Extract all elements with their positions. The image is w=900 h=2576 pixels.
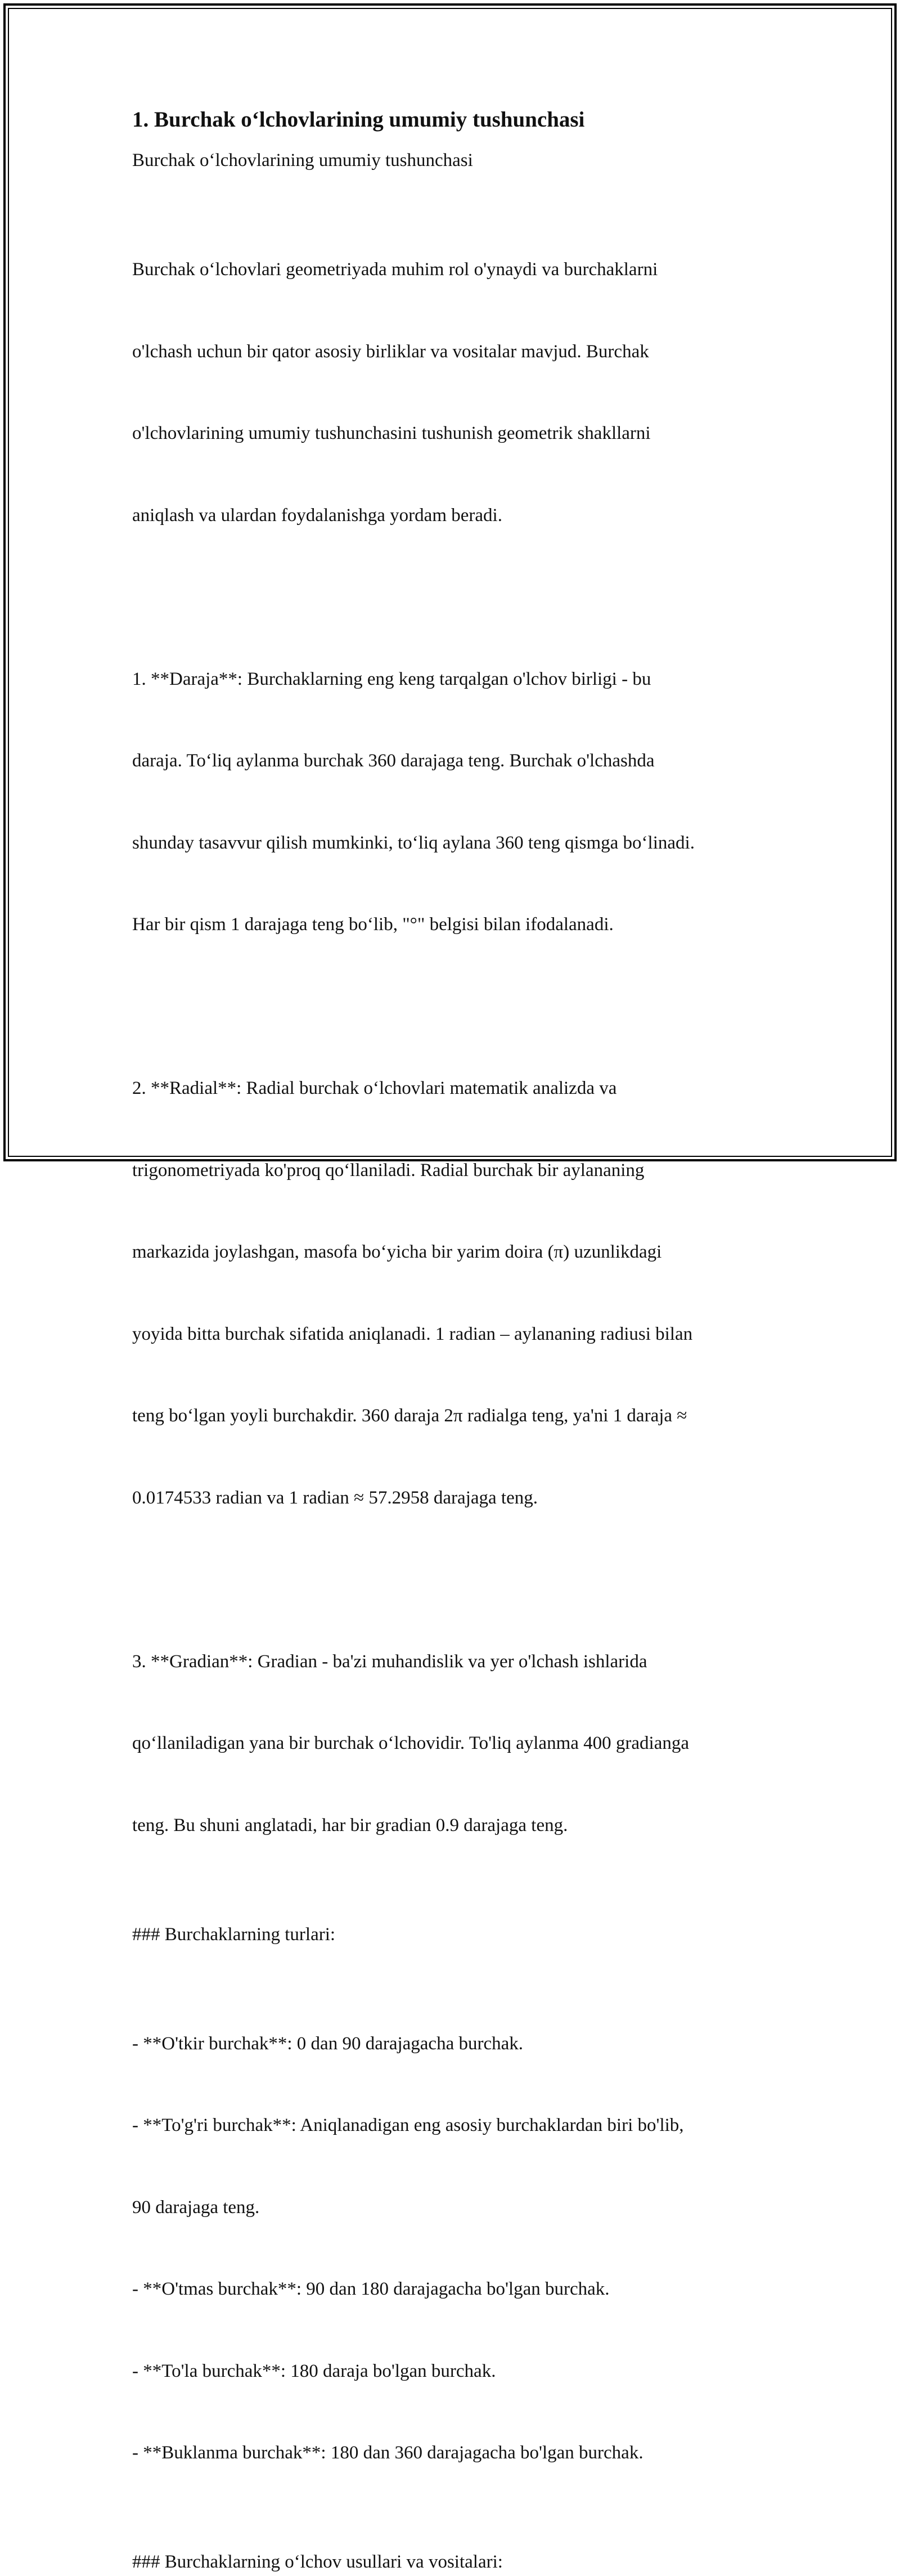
text-line: markazida joylashgan, masofa bo‘yicha bir yarim doira (π) uzunlikdagi <box>132 1242 662 1262</box>
text-line: trigonometriyada ko'proq qo‘llaniladi. Radial burchak bir aylananing <box>132 1160 645 1181</box>
text-line: yoyida bitta burchak sifatida aniqlanadi. 1 radian – aylananing radiusi bilan <box>132 1323 693 1344</box>
text-line: daraja. To‘liq aylanma burchak 360 darajaga teng. Burchak o'lchashda <box>132 751 655 771</box>
text-line: o'lchovlarining umumiy tushunchasini tushunish geometrik shakllarni <box>132 423 651 443</box>
text-line: 1. **Daraja**: Burchaklarning eng keng tarqalgan o'lchov birligi - bu <box>132 668 651 689</box>
text-line: 2. **Radial**: Radial burchak o‘lchovlari matematik analizda va <box>132 1078 617 1098</box>
text-line: 3. **Gradian**: Gradian - ba'zi muhandislik va yer o'lchash ishlarida <box>132 1651 647 1672</box>
types-heading: ### Burchaklarning turlari: <box>132 1924 336 1945</box>
list-item: - **Buklanma burchak**: 180 dan 360 darajagacha bo'lgan burchak. <box>132 2443 644 2463</box>
list-item: - **To'g'ri burchak**: Aniqlanadigan eng asosiy burchaklardan biri bo'lib, <box>132 2115 684 2135</box>
daraja-paragraph <box>132 611 771 993</box>
types-list <box>132 1976 771 2521</box>
methods-heading: ### Burchaklarning o‘lchov usullari va vositalari: <box>132 2552 503 2572</box>
intro-paragraph <box>132 201 771 584</box>
list-item: 90 darajaga teng. <box>132 2197 260 2218</box>
radial-paragraph <box>132 1020 771 1566</box>
gradian-paragraph <box>132 1594 771 1894</box>
text-line: o'lchash uchun bir qator asosiy birliklar va vositalar mavjud. Burchak <box>132 341 649 362</box>
text-line: aniqlash va ulardan foydalanishga yordam beradi. <box>132 505 502 526</box>
text-line: Burchak o‘lchovlari geometriyada muhim rol o'ynaydi va burchaklarni <box>132 259 658 280</box>
list-item: - **O'tmas burchak**: 90 dan 180 darajagacha bo'lgan burchak. <box>132 2279 610 2299</box>
list-item: - **To'la burchak**: 180 daraja bo'lgan burchak. <box>132 2360 496 2381</box>
document-title: 1. Burchak o‘lchovlarining umumiy tushunchasi <box>132 107 585 132</box>
text-line: shunday tasavvur qilish mumkinki, to‘liq aylana 360 teng qismga bo‘linadi. <box>132 832 695 853</box>
text-line: teng bo‘lgan yoyli burchakdir. 360 daraja 2π radialga teng, ya'ni 1 daraja ≈ <box>132 1406 687 1426</box>
text-line: teng. Bu shuni anglatadi, har bir gradian 0.9 darajaga teng. <box>132 1815 568 1835</box>
text-line: qo‘llaniladigan yana bir burchak o‘lchovidir. To'liq aylanma 400 gradianga <box>132 1733 689 1753</box>
document-subtitle: Burchak o‘lchovlarining umumiy tushunchasi <box>132 150 473 170</box>
document-content <box>132 106 771 2576</box>
text-line: Har bir qism 1 darajaga teng bo‘lib, "°" belgisi bilan ifodalanadi. <box>132 914 614 935</box>
list-item: - **O'tkir burchak**: 0 dan 90 darajagacha burchak. <box>132 2033 524 2054</box>
text-line: 0.0174533 radian va 1 radian ≈ 57.2958 darajaga teng. <box>132 1487 538 1508</box>
